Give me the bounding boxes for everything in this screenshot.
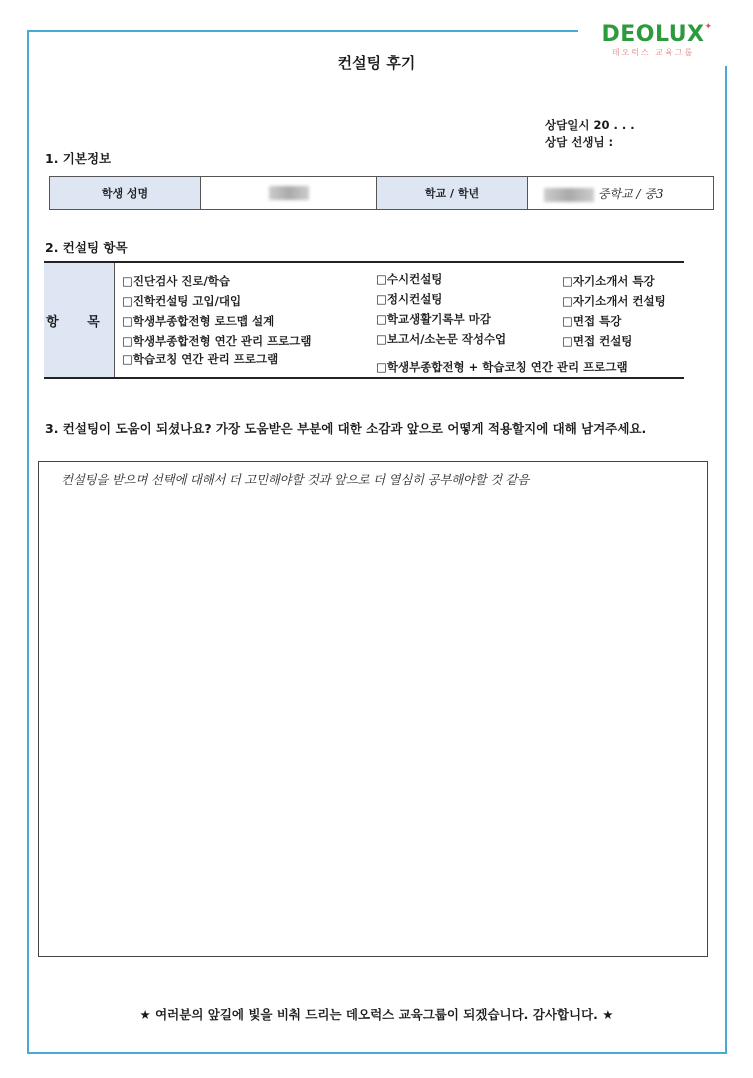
checkbox-item[interactable]: □진학컨설팅 고입/대입 [122,294,242,308]
checkbox-item[interactable]: □정시컨설팅 [376,292,443,306]
redacted-school [544,188,594,202]
footer-message: ★ 여러분의 앞길에 빛을 비춰 드리는 데오럭스 교육그룹이 되겠습니다. 감사합니다. ★ [139,1007,614,1022]
logo-tagline: 데오럭스 교육그룹 [611,48,695,57]
sparkle-icon: ✦ [704,22,712,32]
checkbox-item[interactable]: □보고서/소논문 작성수업 [376,332,507,346]
basic-info-table [49,176,714,210]
consult-teacher: 상담 선생님 : [545,135,614,149]
school-grade-value [528,177,714,210]
section3-question: 3. 컨설팅이 도움이 되셨나요? 가장 도움받은 부분에 대한 소감과 앞으로 어떻게 적용할지에 대해 남겨주세요. [45,421,647,436]
items-label: 항 목 [44,263,115,377]
consulting-items [44,261,684,379]
handwritten-answer: 컨설팅을 받으며 선택에 대해서 더 고민해야할 것과 앞으로 더 열심히 공부해야할 것 같음 [61,472,529,487]
student-name-label: 학생 성명 [50,177,201,210]
checkbox-item[interactable]: □학생부종합전형 로드맵 설계 [122,314,275,328]
school-grade-label: 학교 / 학년 [377,177,528,210]
checkbox-item[interactable]: □면접 컨설팅 [562,334,633,348]
page-title: 컨설팅 후기 [337,54,416,72]
checkbox-item[interactable]: □학생부종합전형 + 학습코칭 연간 관리 프로그램 [376,360,628,374]
logo-brand: DEOLUX [601,22,705,47]
answer-box[interactable] [38,461,708,957]
redacted-name [269,186,309,200]
checkbox-item[interactable]: □학생부종합전형 연간 관리 프로그램 [122,334,312,348]
checkbox-item[interactable]: □자기소개서 컨설팅 [562,294,666,308]
checkbox-item[interactable]: □학교생활기록부 마감 [376,312,491,326]
student-name-value [201,177,377,210]
school-grade-text: 중학교 / 중3 [597,186,664,201]
section2-heading: 2. 컨설팅 항목 [45,240,128,255]
checkbox-item[interactable]: □면접 특강 [562,314,622,328]
checkbox-item[interactable]: □진단검사 진로/학습 [122,274,230,288]
checkbox-item[interactable]: □학습코칭 연간 관리 프로그램 [122,352,279,366]
section1-heading: 1. 기본정보 [45,151,112,166]
checkbox-item[interactable]: □수시컨설팅 [376,272,443,286]
consult-date: 상담일시 20 . . . [545,118,635,132]
checkbox-item[interactable]: □자기소개서 특강 [562,274,655,288]
